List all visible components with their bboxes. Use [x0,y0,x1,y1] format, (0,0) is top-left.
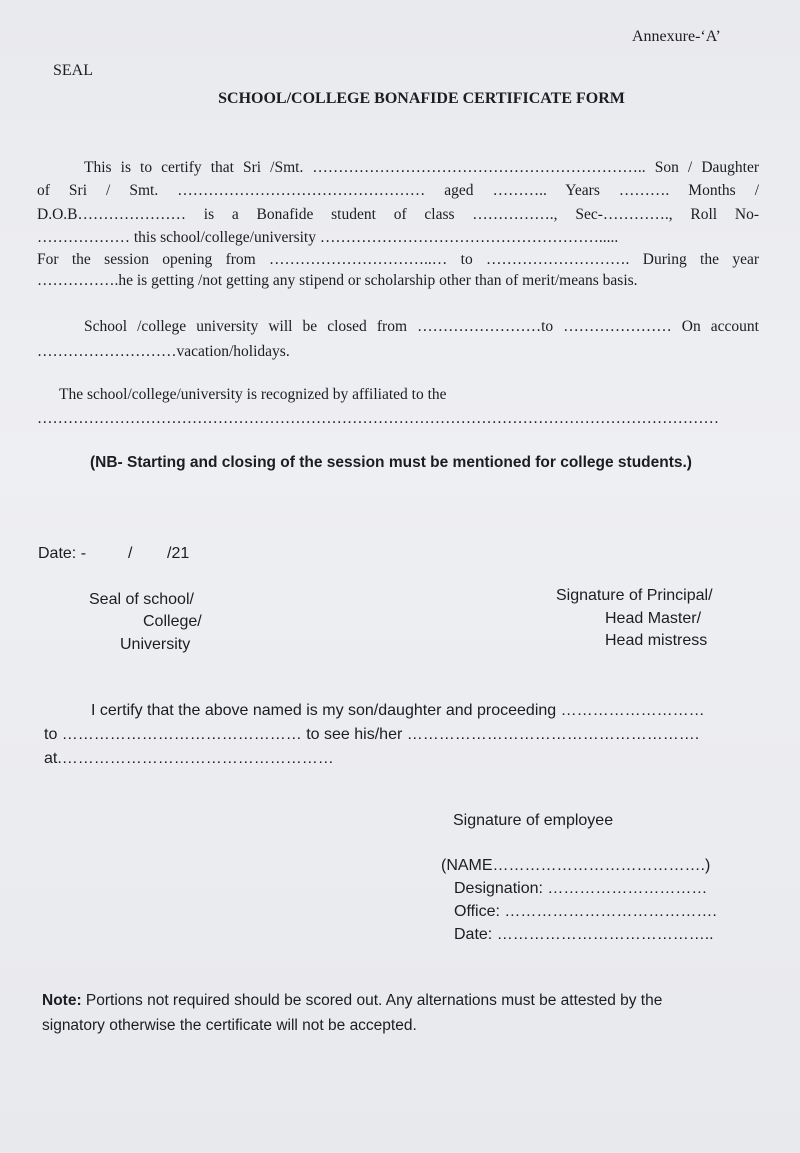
note-label: Note: [42,992,82,1009]
certify-line-1: This is to certify that Sri /Smt. ……………………………………………………….. Son / Daughter [84,159,759,176]
parent-certify-line-1: I certify that the above named is my son/daughter and proceeding ……………………… [91,702,705,719]
principal-signature-line-2: Head Master/ [605,610,702,627]
parent-certify-line-2: to ……………………………………… to see his/her ………………………………………………. [44,726,700,743]
form-title: SCHOOL/COLLEGE BONAFIDE CERTIFICATE FORM [218,90,625,107]
closure-line-1: School /college university will be closed from ……………………to ………………… On account [84,318,759,335]
certify-line-3: D.O.B………………… is a Bonafide student of class ……………., Sec-…………., Roll No- [37,206,759,223]
certify-line-5: For the session opening from …………………………..… to ………………………. During the year [37,251,759,268]
seal-label: SEAL [53,62,93,79]
recognition-line-2: …………………………………………………………………………………………………………………… [37,410,719,427]
seal-school-line-3: University [120,636,191,653]
certify-line-4: ……………… this school/college/university ………………………………………………..... [37,229,619,246]
principal-signature-line-1: Signature of Principal/ [556,587,713,604]
employee-office-field: Office: …………………………………. [454,903,717,920]
certify-line-2: of Sri / Smt. ………………………………………… aged ……….. Years ………. Months / [37,182,759,199]
nb-note: (NB- Starting and closing of the session must be mentioned for college students.) [90,454,692,471]
parent-certify-line-3: at.…………………………………………… [44,750,334,767]
note-text-1: Portions not required should be scored out. Any alternations must be attested by the [81,992,663,1009]
employee-signature-label: Signature of employee [453,812,614,829]
employee-designation-field: Designation: ………………………… [454,880,708,897]
seal-school-line-1: Seal of school/ [89,591,194,608]
closure-line-2: ………………………vacation/holidays. [37,343,290,360]
date-slash: / [128,545,133,562]
note-line-1 [42,992,662,1010]
date-year: /21 [167,545,190,562]
seal-school-line-2: College/ [143,613,202,630]
date-label: Date: - [38,545,87,562]
employee-name-field: (NAME………………………………….) [441,857,711,874]
annexure-label: Annexure-‘A’ [632,28,721,45]
recognition-line-1: The school/college/university is recognized by affiliated to the [59,386,447,403]
employee-date-field: Date: ………………………………….. [454,926,714,943]
note-line-2: signatory otherwise the certificate will not be accepted. [42,1017,417,1034]
certify-line-6: …………….he is getting /not getting any stipend or scholarship other than of merit/means basis. [37,272,638,289]
principal-signature-line-3: Head mistress [605,632,708,649]
